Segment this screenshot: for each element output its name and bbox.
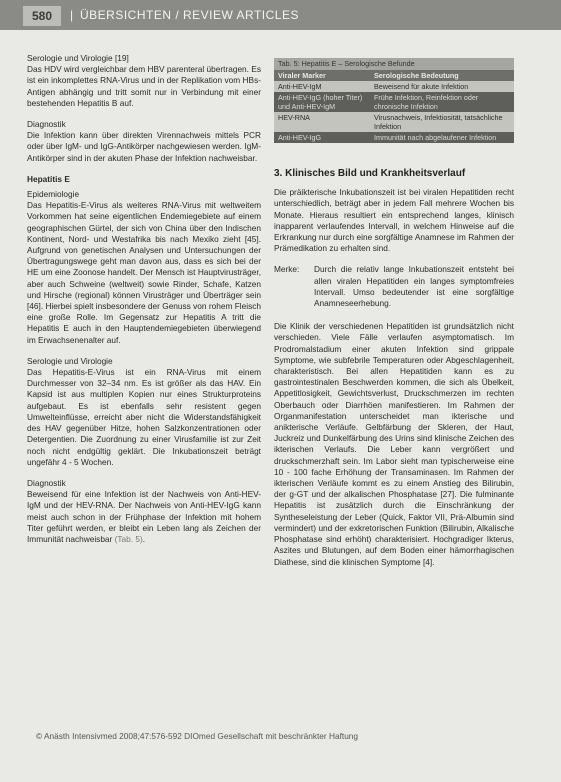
clinical-course-text: Die Klinik der verschiedenen Hepatitiden ist grundsätzlich nicht verschieden. Viele Fälle verlaufen asymptomatisch. Im Prodromalstadium einer akuten Infektion sind grippale Symptome, wie subfebrile Temperaturen oder Abgeschlagenheit, charakteristisch. Bei allen Hepatitiden kann es zu gastrointestinalen Beschwerden kommen, die sich als Übelkeit, Appetitlosigkeit, Gewichtsverlust, Druckschmerzen im rechten Oberbauch oder Diarrhöen manifestieren. Im Rahmen der Organmanifestation unterscheidet man ikterische und anikterische Verläufe. Gelbfärbung der Skleren, der Haut, Juckreiz und Dunkelfärbung des Urins sind klinische Zeichen des ikterischen Verlaufs. Die Leber kann vergrößert und druckschmerzhaft sein. Im Labor sieht man typischerweise eine 10 - 100 fache Erhöhung der Transaminasen. Im Rahmen der ikterischen Verläufe kommt es zu einem Anstieg des Bilirubin, der g-GT und der alkalischen Phosphatase [27]. Die fulminante Hepatitis ist zusätzlich durch die Einschränkung der Syntheseleistung der Leber (Quick, Faktor VII, Prä-Albumin sind vermindert) und der exkretorischen Funktion (Bilirubin, Alkalische Phosphatase sind erhöht) charakterisiert. Hochgradiger Ikterus, Aszites und Blutungen, auf dem Boden einer hämorrhagischen Diathese, sind die klinischen Symptome [4].	[274, 321, 514, 567]
hev-diagnostic-heading: Diagnostik	[27, 477, 66, 488]
hev-diagnostic-paragraph	[27, 489, 261, 545]
hepatitis-e-title: Hepatitis E	[27, 173, 70, 184]
hdv-serology-text: Das HDV wird vergleichbar dem HBV parenteral übertragen. Es ist ein inkomplettes RNA-Virus und in der Replikation vom HBs-Antigen abhängig und tritt somit nur in Verbindung mit einer bestehenden Hepatitis B auf.	[27, 64, 261, 108]
merke-box	[274, 264, 514, 309]
header-separator: |	[70, 8, 74, 22]
table-cell-marker: Anti-HEV-IgM	[278, 82, 322, 91]
hdv-diagnostic-text: Die Infektion kann über direkten Virennachweis mittels PCR oder über IgM- und IgG-Antikörper nachgewiesen werden. IgM-Antikörper sind in der akuten Phase der Infektion nachweisbar.	[27, 130, 261, 163]
hdv-serology-heading: Serologie und Virologie [19]	[27, 53, 129, 63]
hev-epidemiology-heading: Epidemiologie	[27, 189, 80, 200]
table-cell-meaning: Immunität nach abgelaufener Infektion	[374, 133, 497, 142]
page-number: 580	[23, 6, 61, 26]
hev-serology-text: Das Hepatitis-E-Virus ist ein RNA-Virus mit einem Durchmesser von 32–34 nm. Es ist größer als das HAV. Ein Kapsid ist aus multiplen Kopien nur eines Strukturproteins aufgebaut. Es ist ebenfalls sehr resistent gegen Umwelteinflüsse, erreicht aber nicht die Widerstandsfähigkeit des HAV gegenüber Hitze, hohen Salzkonzentrationen oder Detergentien. Die Zuordnung zu einer Virusfamilie ist zur Zeit noch nicht endgültig geklärt. Die Inkubationszeit beträgt ungefähr 4 - 5 Wochen.	[27, 367, 261, 467]
table-header-row	[274, 70, 514, 81]
page-header	[0, 0, 561, 30]
table-header-marker: Viraler Marker	[278, 71, 326, 80]
table-cell-marker: Anti-HEV-IgG	[278, 133, 322, 142]
merke-label: Merke:	[274, 264, 300, 275]
table-header-meaning: Serologische Bedeutung	[374, 71, 459, 80]
table-row	[274, 92, 514, 112]
table-cell-marker: Anti-HEV-IgG (hoher Titer) und Anti-HEV-IgM	[278, 93, 363, 111]
table-cell-meaning: Virusnachweis, Infektiosität, tatsächliche Infektion	[374, 113, 503, 131]
clinical-intro-text: Die präikterische Inkubationszeit ist bei viralen Hepatitiden recht unterschiedlich, beträgt aber in jedem Fall mehrere Wochen bis Monate. Hieraus resultiert ein entsprechend langes, klinisch inapparent verlaufendes Intervall, in welchem Hinweise auf die Erkrankung nur durch eine sorgfältige Anamnese im Rahmen der Prämedikation zu erhalten sind.	[274, 187, 514, 254]
left-column	[27, 53, 261, 555]
table-row	[274, 132, 514, 143]
hdv-diagnostic-heading: Diagnostik	[27, 119, 66, 130]
table-cell-marker: HEV-RNA	[278, 113, 310, 122]
page-footer: © Anästh Intensivmed 2008;47:576-592 DIOmed Gesellschaft mit beschränkter Haftung	[36, 731, 359, 741]
right-column	[274, 168, 514, 578]
table-cell-meaning: Frühe Infektion, Reinfektion oder chronische Infektion	[374, 93, 479, 111]
table-reference-link[interactable]: (Tab. 5)	[114, 533, 143, 544]
hev-epidemiology-text: Das Hepatitis-E-Virus als weiteres RNA-Virus mit weltweitem Vorkommen hat seine eigentlichen Endemiegebiete auf einem geographischen Gürtel, der sich von China über den Indischen Kontinent, Nord- und Westafrika bis nach Mexiko zieht [45]. Aufgrund von genetischen Analysen und Untersuchungen der Übertragungswege geht man davon aus, dass es sich bei der HE um eine Zoonose handelt. Der Mensch ist Hauptvirusträger, aber auch Schweine (weltweit) sowie Rinder, Schafe, Katzen und Hirsche (regional) können Virusträger und Überträger sein [46]. Hierbei spielt insbesondere der Genuss von rohem Fleisch eine große Rolle. Im Gegensatz zur Hepatitis A tritt die Hepatitis E auch in den Hauptendemiegebieten überwiegend im Erwachsenenalter auf.	[27, 200, 261, 345]
table-row	[274, 81, 514, 92]
clinical-section-title: 3. Klinisches Bild und Krankheitsverlauf	[274, 168, 466, 179]
table-caption: Tab. 5: Hepatitis E – Serologische Befunde	[274, 58, 514, 70]
section-title: ÜBERSICHTEN / REVIEW ARTICLES	[80, 8, 299, 22]
hev-diagnostic-text: Beweisend für eine Infektion ist der Nachweis von Anti-HEV-IgM und der HEV-RNA. Der Nachweis von Anti-HEV-IgG kann meist auch schon in der Frühphase der Infektion mit hohem Titer geführt werden, er bleibt ein Leben lang als Zeichen der Immunität nachweisbar	[27, 489, 261, 544]
serology-table	[274, 58, 514, 143]
table-row	[274, 112, 514, 132]
merke-text: Durch die relativ lange Inkubationszeit entsteht bei allen viralen Hepatitiden ein langes symptomfreies Intervall. Umso bedeutender ist eine sorgfältige Anamneseerhebung.	[314, 264, 514, 309]
table-cell-meaning: Beweisend für akute Infektion	[374, 82, 469, 91]
hev-diagnostic-end: .	[142, 533, 146, 544]
hev-serology-heading: Serologie und Virologie	[27, 355, 113, 366]
